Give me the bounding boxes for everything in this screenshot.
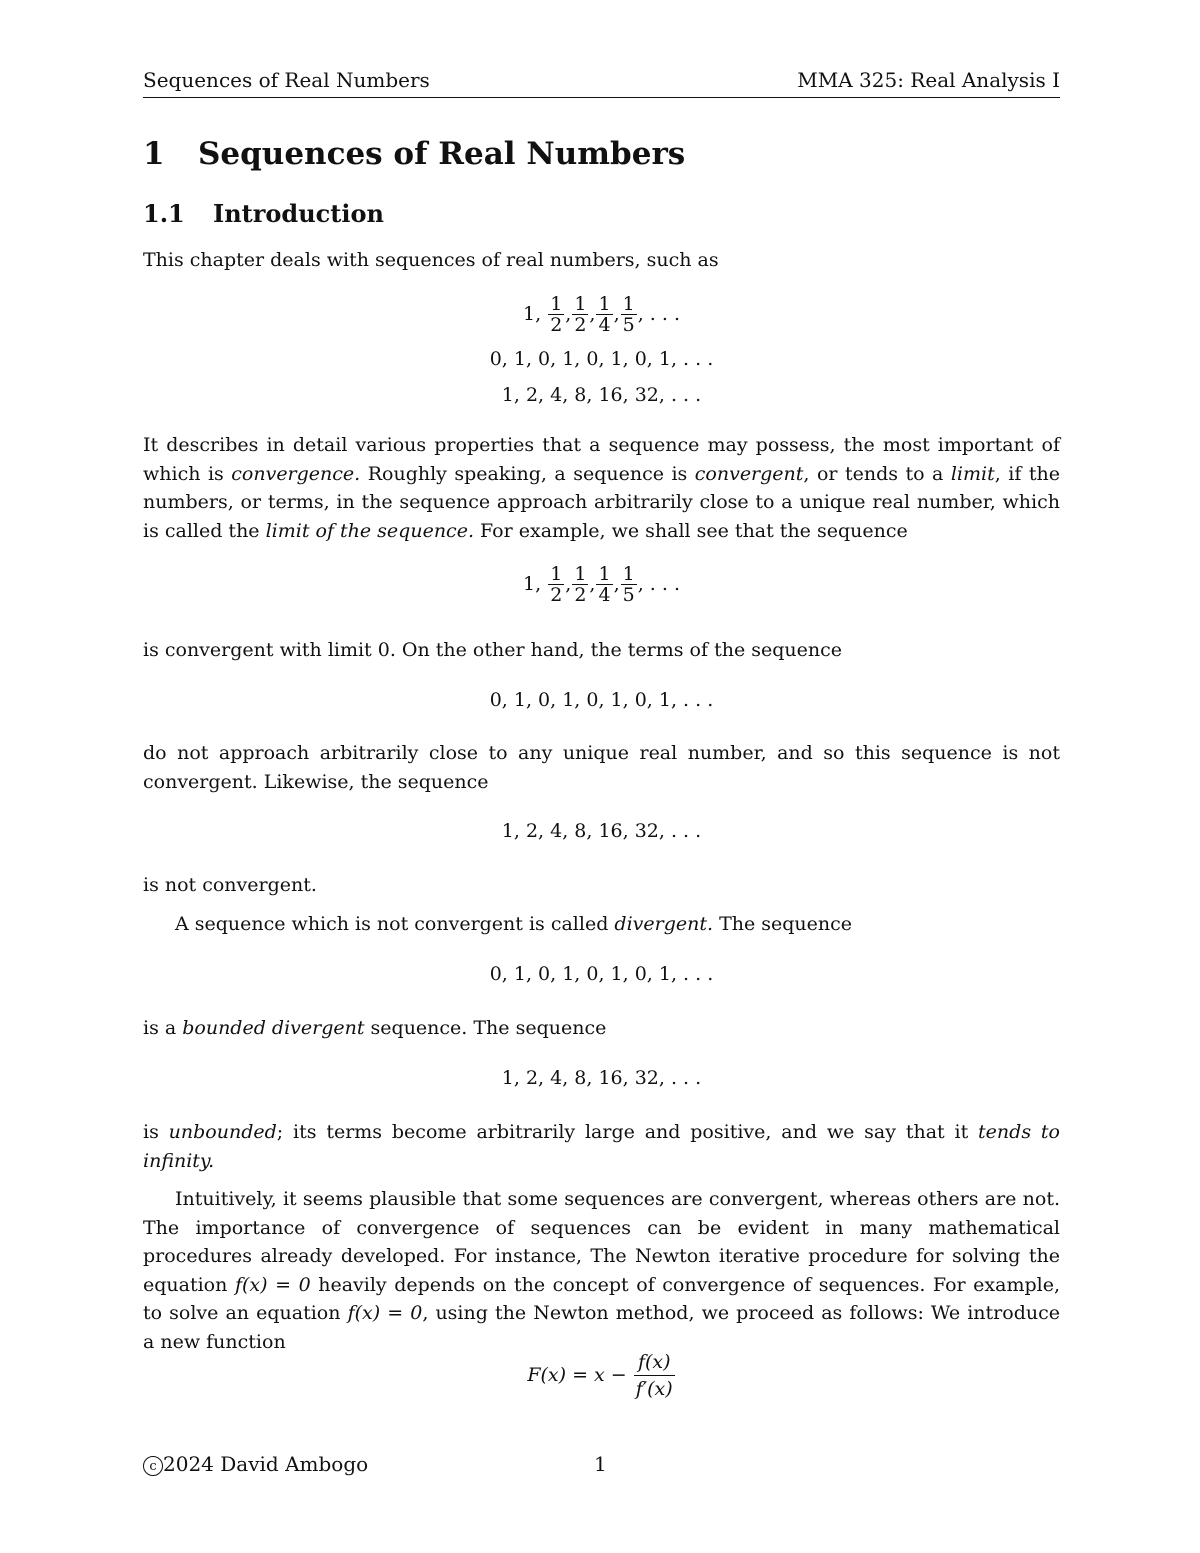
paragraph-unbounded: is unbounded; its terms become arbitrarily large and positive, and we say that it tends to infinity.: [143, 1121, 1060, 1172]
display-powers-sequence-1: 1, 2, 4, 8, 16, 32, . . .: [501, 384, 702, 406]
display-powers-sequence-2: 1, 2, 4, 8, 16, 32, . . .: [501, 820, 702, 842]
paragraph-bounded-divergent: is a bounded divergent sequence. The sequence: [143, 1017, 607, 1039]
copyright-icon: c: [143, 1456, 163, 1476]
display-harmonic-sequence-2: 1, $\frac{1}{2}$ , $\frac{1}{2}$ , $\frac{1}{4}$ , $\frac{1}{5}$ , . . .: [523, 563, 680, 606]
paragraph-is-not-convergent: is not convergent.: [143, 874, 317, 896]
display-powers-sequence-3: 1, 2, 4, 8, 16, 32, . . .: [501, 1067, 702, 1089]
fraction-half-1: $\frac{1}{2}$: [550, 293, 563, 336]
fraction-fifth: $\frac{1}{5}$: [622, 293, 635, 336]
formula-fraction: $\frac{f(x)}{f'(x)}$: [635, 1351, 673, 1400]
footer-copyright: [143, 1452, 368, 1476]
paragraph-newton: Intuitively, it seems plausible that some sequences are convergent, whereas others are not. The importance of convergence of sequences can be evident in many mathematical procedures already developed. For instance, The Newton iterative procedure for solving the equation f(x) = 0 heavily depends on the concept of convergence of sequences. For example, to solve an equation f(x) = 0, using the Newton method, we proceed as follows: We introduce a new function: [143, 1188, 1060, 1353]
seq-tail: , . . .: [637, 302, 680, 325]
subsection-heading: [143, 199, 384, 228]
fraction-quarter: $\frac{1}{4}$: [598, 293, 611, 336]
header-rule: [143, 97, 1060, 98]
section-title: Sequences of Real Numbers: [198, 136, 686, 172]
footer-page-number: 1: [594, 1452, 607, 1476]
equation-inline-1: f(x) = 0: [234, 1273, 311, 1296]
fraction-half-2: $\frac{1}{2}$: [574, 293, 587, 336]
subsection-title: Introduction: [213, 199, 384, 228]
section-number: 1: [143, 136, 165, 172]
footer-author: 2024 David Ambogo: [163, 1452, 369, 1476]
header-right: MMA 325: Real Analysis I: [797, 68, 1060, 92]
section-heading: [143, 136, 685, 172]
subsection-number: 1.1: [143, 199, 185, 228]
display-alternating-sequence-2: 0, 1, 0, 1, 0, 1, 0, 1, . . .: [489, 689, 714, 711]
paragraph-convergence: It describes in detail various properties that a sequence may possess, the most important of which is convergence. Roughly speaking, a sequence is convergent, or tends to a limit, if the numbers, or terms, in the sequence approach arbitrarily close to a unique real number, which is called the limit of the sequence. For example, we shall see that the sequence: [143, 434, 1060, 542]
display-alternating-sequence-3: 0, 1, 0, 1, 0, 1, 0, 1, . . .: [489, 963, 714, 985]
running-header: [143, 68, 1060, 96]
paragraph-not-convergent: do not approach arbitrarily close to any unique real number, and so this sequence is not convergent. Likewise, the sequence: [143, 742, 1060, 793]
paragraph-intro: [143, 246, 1060, 275]
seq-term-one: 1,: [523, 302, 542, 325]
formula-lhs: F(x) = x −: [527, 1363, 627, 1386]
header-left: Sequences of Real Numbers: [143, 68, 430, 92]
intro-text: This chapter deals with sequences of real numbers, such as: [143, 249, 719, 271]
paragraph-divergent: A sequence which is not convergent is called divergent. The sequence: [175, 913, 853, 935]
display-alternating-sequence-1: 0, 1, 0, 1, 0, 1, 0, 1, . . .: [489, 348, 714, 370]
equation-inline-2: f(x) = 0: [347, 1302, 423, 1324]
display-newton-function: [143, 1349, 1060, 1402]
paragraph-limit-zero: is convergent with limit 0. On the other hand, the terms of the sequence: [143, 639, 842, 661]
display-harmonic-sequence-1: 1, $\frac{1}{2}$ , $\frac{1}{2}$ , $\frac{1}{4}$ , $\frac{1}{5}$ , . . .: [523, 293, 680, 336]
